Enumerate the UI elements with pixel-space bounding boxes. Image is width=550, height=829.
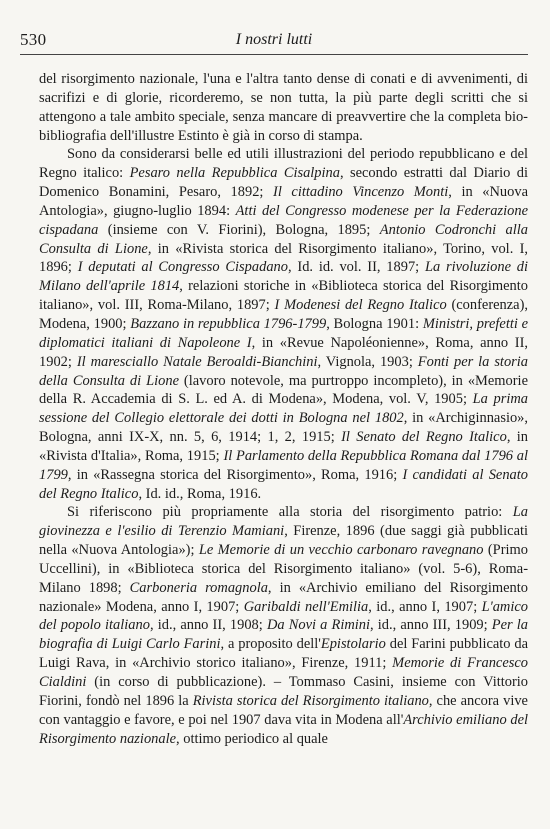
text-run: Si riferiscono più propriamente alla storia del risorgimento patrio: xyxy=(67,504,513,521)
paragraph xyxy=(39,145,528,503)
text-run: , id., anno III, 1909; xyxy=(370,617,492,634)
italic-title: Da Novi a Rimini xyxy=(266,617,371,634)
text-run: , in «Rivista d'Italia», Roma, 1915; xyxy=(39,429,528,464)
text-run: , ottimo periodico al quale xyxy=(176,730,328,747)
text-run: , Id. id. vol. II, 1897; xyxy=(288,259,425,276)
text-run: , in «Revue Napoléonienne», Roma, anno II, 1902; xyxy=(39,334,528,370)
text-run: (conferenza), Modena, 1900; xyxy=(39,297,528,332)
italic-title: La giovinezza e l'esilio di Terenzio Mamiani xyxy=(39,504,528,540)
italic-title: Atti del Congresso modenese per la Federazione cispadana xyxy=(39,202,528,238)
italic-title: Le Memorie di un vecchio carbonaro ravegnano xyxy=(198,542,484,559)
italic-title: Rivista storica del Risorgimento italiano xyxy=(192,692,429,709)
text-run: del Farini pubblicato da Luigi Rava, in «Archivio storico italiano», Firenze, 1911; xyxy=(39,636,529,672)
italic-title: Epistolario xyxy=(320,636,386,653)
paragraph xyxy=(39,503,528,748)
text-run: , in «Archivio emiliano del Risorgimento nazionale» Modena, anno I, 1907; xyxy=(39,579,528,615)
italic-title: Il Senato del Regno Italico xyxy=(341,429,507,446)
italic-title: Pesaro nella Repubblica Cisalpina xyxy=(129,165,340,182)
page-number: 530 xyxy=(20,30,47,49)
text-run: , secondo estratti dal Diario di Domenico Bonamini, Pesaro, 1892; xyxy=(39,165,528,201)
text-run: , in «Rivista storica del Risorgimento italiano», Torino, vol. I, 1896; xyxy=(39,240,528,276)
italic-title: Il cittadino Vincenzo Monti xyxy=(273,184,449,201)
italic-title: I candidati al Senato del Regno Italico xyxy=(39,466,528,502)
text-run: , id., anno II, 1908; xyxy=(149,617,267,634)
italic-title: I Modenesi del Regno Italico xyxy=(274,297,447,314)
italic-title: Per la biografia di Luigi Carlo Farini xyxy=(39,617,529,653)
text-run: , a proposito dell' xyxy=(220,636,321,653)
text-run: (insieme con V. Fiorini), Bologna, 1895; xyxy=(98,221,380,238)
italic-title: Antonio Codronchi alla Consulta di Lione xyxy=(39,221,529,257)
text-run: (Primo Uccellini), in «Biblioteca storica del Risorgimento italiano» (vol. 5-6), Roma-Milano 1898; xyxy=(39,542,528,596)
text-run: , in «Rassegna storica del Risorgimento», Roma, 1916; xyxy=(67,466,403,483)
body-text xyxy=(39,70,528,748)
italic-title: Carboneria romagnola xyxy=(129,579,268,596)
paragraph xyxy=(39,70,528,145)
text-run: , relazioni storiche in «Biblioteca storica del Risorgimento italiano», vol. III, Roma-Milano, 1897; xyxy=(39,278,528,314)
text-run: , id., anno I, 1907; xyxy=(368,598,482,615)
italic-title: L'amico del popolo italiano xyxy=(39,598,528,634)
text-run: del risorgimento nazionale, l'una e l'altra tanto dense di conati e di avvenimenti, di sacrifizi e di glorie, ricorderemo, se non tutta, la più parte degli scritti che si attengono a tale ambito speciale, senza mancare di preavvertire che la completa bio-bibliografia dell'illustre Estinto è già in corso di stampa. xyxy=(39,71,528,144)
italic-title: Ministri, prefetti e diplomatici italiani di Napoleone I xyxy=(39,315,529,351)
italic-title: Il Parlamento della Repubblica Romana dal 1796 al 1799 xyxy=(39,447,528,483)
text-run: Sono da considerarsi belle ed utili illustrazioni del periodo repubblicano e del Regno italico: xyxy=(39,146,528,182)
italic-title: La rivoluzione di Milano dell'aprile 1814 xyxy=(39,259,528,295)
italic-title: I deputati al Congresso Cispadano xyxy=(77,259,288,276)
text-run: , in «Nuova Antologia», giugno-luglio 1894: xyxy=(39,184,529,219)
italic-title: La prima sessione del Collegio elettorale dei dotti in Bologna nel 1802 xyxy=(39,391,529,427)
text-run: , Bologna 1901: xyxy=(326,315,423,332)
text-run: (in corso di pubblicazione). – Tommaso Casini, insieme con Vittorio Fiorini, fondò nel 1896 la xyxy=(39,674,528,709)
text-run: , Id. id., Roma, 1916. xyxy=(138,485,262,502)
italic-title: Bazzano in repubblica 1796-1799 xyxy=(130,315,327,332)
italic-title: Archivio emiliano del Risorgimento nazionale xyxy=(39,711,528,747)
text-run: , Firenze, 1896 (due saggi già pubblicati nella «Nuova Antologia»); xyxy=(39,523,528,559)
running-title: I nostri lutti xyxy=(235,31,313,48)
page-header xyxy=(20,28,528,55)
text-run: , che ancora vive con vantaggio e favore, e poi nel 1907 dava vita in Modena all' xyxy=(39,692,528,728)
text-run: (lavoro notevole, ma purtroppo incompleto), in «Memorie della R. Accademia di S. L. ed A. di Modena», Modena, vol. V, 1905; xyxy=(39,372,528,408)
italic-title: Il maresciallo Natale Beroaldi-Bianchini xyxy=(76,353,318,370)
text-run: , in «Archiginnasio», Bologna, anni IX-X, nn. 5, 6, 1914; 1, 2, 1915; xyxy=(39,410,529,446)
italic-title: Memorie di Francesco Cialdini xyxy=(39,655,528,690)
italic-title: Fonti per la storia della Consulta di Lione xyxy=(39,353,529,389)
italic-title: Garibaldi nell'Emilia xyxy=(243,598,369,615)
text-run: , Vignola, 1903; xyxy=(317,353,418,370)
